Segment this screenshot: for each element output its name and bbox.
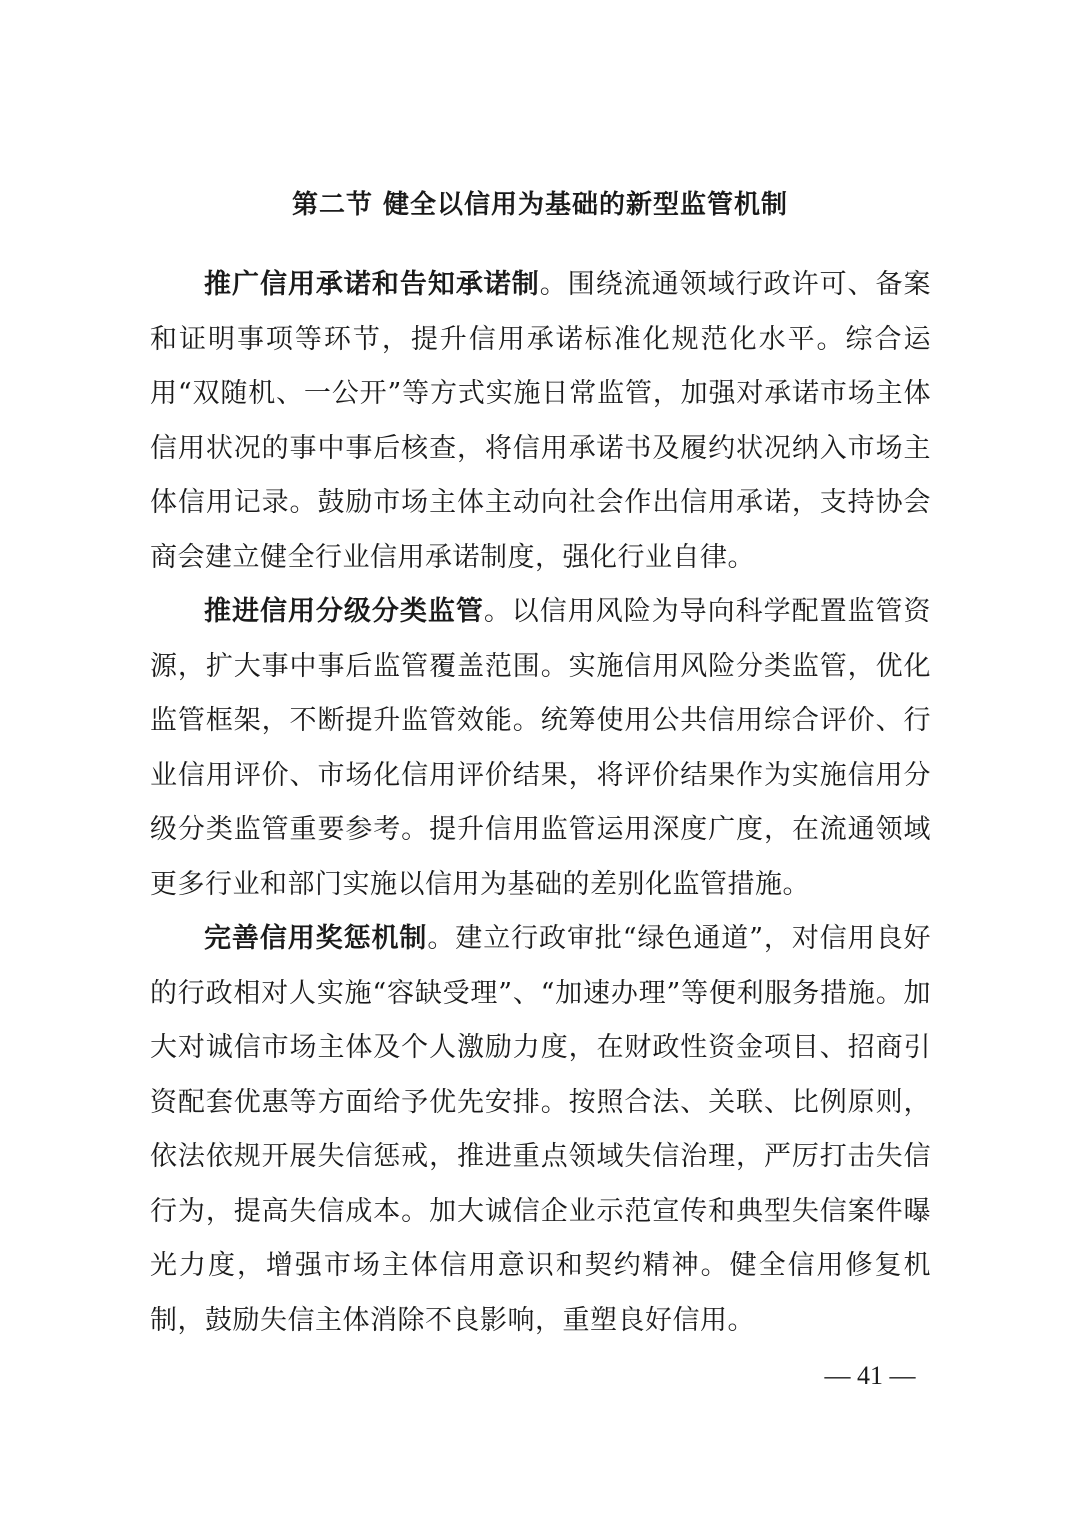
- paragraph-lead: 推广信用承诺和告知承诺制: [204, 269, 540, 300]
- page-number: — 41 —: [824, 1361, 916, 1390]
- section-title: 第二节 健全以信用为基础的新型监管机制: [291, 190, 789, 220]
- paragraph-credit-commitment: [150, 258, 931, 585]
- paragraph-credit-classification: [150, 585, 931, 912]
- paragraph-text: 。以信用风险为导向科学配置监管资源，扩大事中事后监管覆盖范围。实施信用风险分类监管，优化监管框架，不断提升监管效能。统筹使用公共信用综合评价、行业信用评价、市场化信用评价结果，将评价结果作为实施信用分级分类监管重要参考。提升信用监管运用深度广度，在流通领域更多行业和部门实施以信用为基础的差别化监管措施。: [150, 596, 932, 900]
- paragraph-text: 。围绕流通领域行政许可、备案和证明事项等环节，提升信用承诺标准化规范化水平。综合运用“双随机、一公开”等方式实施日常监管，加强对承诺市场主体信用状况的事中事后核查，将信用承诺书及履约状况纳入市场主体信用记录。鼓励市场主体主动向社会作出信用承诺，支持协会商会建立健全行业信用承诺制度，强化行业自律。: [150, 269, 932, 573]
- paragraph-lead: 推进信用分级分类监管: [204, 596, 484, 627]
- paragraph-lead: 完善信用奖惩机制: [204, 923, 428, 954]
- paragraph-text: 。建立行政审批“绿色通道”，对信用良好的行政相对人实施“容缺受理”、“加速办理”等便利服务措施。加大对诚信市场主体及个人激励力度，在财政性资金项目、招商引资配套优惠等方面给予优先安排。按照合法、关联、比例原则，依法依规开展失信惩戒，推进重点领域失信治理，严厉打击失信行为，提高失信成本。加大诚信企业示范宣传和典型失信案件曝光力度，增强市场主体信用意识和契约精神。健全信用修复机制，鼓励失信主体消除不良影响，重塑良好信用。: [150, 923, 932, 1336]
- paragraph-credit-rewards-penalties: [150, 912, 931, 1348]
- body-text: [150, 258, 931, 1348]
